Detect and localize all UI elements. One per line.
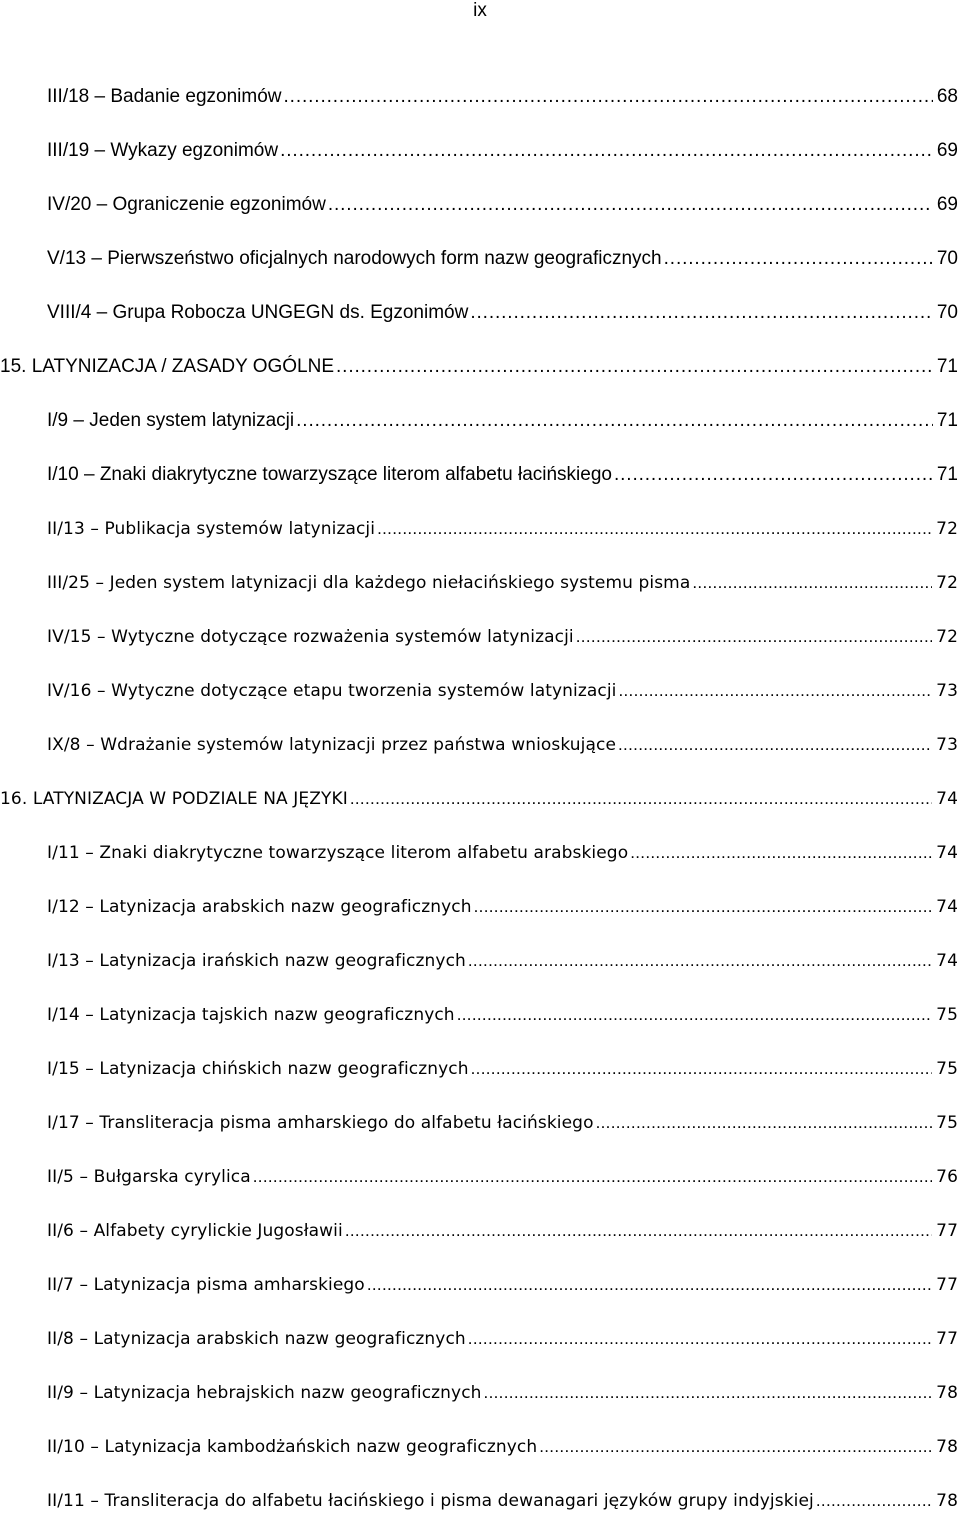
toc-dot-leader xyxy=(664,245,933,273)
toc-dot-leader xyxy=(468,1325,932,1353)
toc-entry-page-number: 71 xyxy=(936,356,958,377)
toc-entry-page-number: 73 xyxy=(936,681,958,701)
toc-dot-leader xyxy=(474,893,933,921)
toc-entry-title: I/9 – Jeden system latynizacji xyxy=(47,410,295,431)
table-of-contents xyxy=(0,70,960,1528)
toc-entry[interactable] xyxy=(0,1204,960,1258)
toc-entry-page-number: 74 xyxy=(936,897,958,917)
toc-entry[interactable] xyxy=(0,1312,960,1366)
toc-entry[interactable] xyxy=(0,718,960,772)
toc-entry-title: II/10 – Latynizacja kambodżańskich nazw geograficznych xyxy=(47,1437,538,1457)
toc-entry-title: I/13 – Latynizacja irańskich nazw geograficznych xyxy=(47,951,466,971)
toc-entry[interactable] xyxy=(0,988,960,1042)
toc-entry-page-number: 75 xyxy=(936,1005,958,1025)
toc-entry-page-number: 68 xyxy=(936,86,958,107)
toc-entry[interactable] xyxy=(0,448,960,502)
toc-dot-leader xyxy=(336,353,933,381)
toc-entry-title: VIII/4 – Grupa Robocza UNGEGN ds. Egzonimów xyxy=(47,302,469,323)
toc-entry-title: I/10 – Znaki diakrytyczne towarzyszące literom alfabetu łacińskiego xyxy=(47,464,612,485)
toc-entry-title: IV/16 – Wytyczne dotyczące etapu tworzenia systemów latynizacji xyxy=(47,681,617,701)
toc-dot-leader xyxy=(468,947,932,975)
toc-entry-page-number: 69 xyxy=(936,140,958,161)
toc-entry-page-number: 72 xyxy=(936,519,958,539)
toc-entry-title: 15. LATYNIZACJA / ZASADY OGÓLNE xyxy=(0,356,335,377)
toc-entry[interactable] xyxy=(0,394,960,448)
toc-dot-leader xyxy=(457,1001,932,1029)
toc-entry-title: IV/15 – Wytyczne dotyczące rozważenia systemów latynizacji xyxy=(47,627,574,647)
toc-entry-page-number: 75 xyxy=(936,1059,958,1079)
toc-entry-page-number: 69 xyxy=(936,194,958,215)
toc-entry-title: 16. LATYNIZACJA W PODZIALE NA JĘZYKI xyxy=(0,789,348,809)
toc-entry-title: I/11 – Znaki diakrytyczne towarzyszące literom alfabetu arabskiego xyxy=(47,843,629,863)
toc-entry[interactable] xyxy=(0,502,960,556)
toc-entry-page-number: 72 xyxy=(936,573,958,593)
toc-entry-page-number: 72 xyxy=(936,627,958,647)
toc-entry-page-number: 78 xyxy=(936,1383,958,1403)
toc-entry-page-number: 73 xyxy=(936,735,958,755)
toc-entry-title: V/13 – Pierwszeństwo oficjalnych narodowych form nazw geograficznych xyxy=(47,248,662,269)
toc-entry[interactable] xyxy=(0,826,960,880)
toc-entry[interactable] xyxy=(0,286,960,340)
toc-dot-leader xyxy=(253,1163,932,1191)
toc-entry[interactable] xyxy=(0,664,960,718)
toc-entry-page-number: 77 xyxy=(936,1221,958,1241)
toc-entry-title: I/14 – Latynizacja tajskich nazw geograficznych xyxy=(47,1005,455,1025)
toc-entry-page-number: 76 xyxy=(936,1167,958,1187)
toc-entry-title: II/11 – Transliteracja do alfabetu łacińskiego i pisma dewanagari języków grupy indyjskiej xyxy=(47,1491,814,1511)
toc-entry[interactable] xyxy=(0,1042,960,1096)
toc-dot-leader xyxy=(328,191,933,219)
toc-entry-page-number: 70 xyxy=(936,248,958,269)
toc-dot-leader xyxy=(614,461,933,489)
toc-dot-leader xyxy=(345,1217,932,1245)
toc-dot-leader xyxy=(539,1433,932,1461)
toc-entry-title: II/13 – Publikacja systemów latynizacji xyxy=(47,519,376,539)
toc-entry-title: III/18 – Badanie egzonimów xyxy=(47,86,282,107)
toc-entry-title: IX/8 – Wdrażanie systemów latynizacji przez państwa wnioskujące xyxy=(47,735,617,755)
toc-dot-leader xyxy=(576,623,932,651)
toc-entry-page-number: 74 xyxy=(936,789,958,809)
toc-entry[interactable] xyxy=(0,1420,960,1474)
toc-entry[interactable] xyxy=(0,1474,960,1528)
toc-entry[interactable] xyxy=(0,610,960,664)
toc-dot-leader xyxy=(596,1109,933,1137)
toc-dot-leader xyxy=(350,785,932,813)
toc-entry-title: I/17 – Transliteracja pisma amharskiego do alfabetu łacińskiego xyxy=(47,1113,594,1133)
toc-entry-title: II/8 – Latynizacja arabskich nazw geograficznych xyxy=(47,1329,466,1349)
toc-entry-title: II/6 – Alfabety cyrylickie Jugosławii xyxy=(47,1221,343,1241)
toc-entry-page-number: 77 xyxy=(936,1275,958,1295)
toc-entry[interactable] xyxy=(0,934,960,988)
toc-entry[interactable] xyxy=(0,1258,960,1312)
toc-dot-leader xyxy=(692,569,932,597)
toc-entry-title: I/15 – Latynizacja chińskich nazw geograficznych xyxy=(47,1059,469,1079)
toc-section-entry[interactable] xyxy=(0,772,960,826)
toc-entry-page-number: 78 xyxy=(936,1491,958,1511)
toc-entry[interactable] xyxy=(0,232,960,286)
toc-entry-page-number: 78 xyxy=(936,1437,958,1457)
toc-dot-leader xyxy=(284,83,933,111)
toc-entry-title: II/5 – Bułgarska cyrylica xyxy=(47,1167,251,1187)
toc-entry-page-number: 74 xyxy=(936,843,958,863)
toc-entry-title: III/25 – Jeden system latynizacji dla każdego niełacińskiego systemu pisma xyxy=(47,573,691,593)
toc-entry[interactable] xyxy=(0,1150,960,1204)
toc-entry[interactable] xyxy=(0,880,960,934)
toc-entry[interactable] xyxy=(0,178,960,232)
toc-entry[interactable] xyxy=(0,1096,960,1150)
toc-entry[interactable] xyxy=(0,1366,960,1420)
toc-entry-title: III/19 – Wykazy egzonimów xyxy=(47,140,279,161)
toc-dot-leader xyxy=(630,839,932,867)
toc-dot-leader xyxy=(280,137,933,165)
toc-entry-page-number: 71 xyxy=(936,410,958,431)
toc-dot-leader xyxy=(816,1487,932,1515)
toc-entry-page-number: 75 xyxy=(936,1113,958,1133)
toc-entry[interactable] xyxy=(0,556,960,610)
toc-entry-title: II/9 – Latynizacja hebrajskich nazw geograficznych xyxy=(47,1383,482,1403)
toc-section-entry[interactable] xyxy=(0,340,960,394)
toc-dot-leader xyxy=(618,731,932,759)
toc-entry[interactable] xyxy=(0,124,960,178)
toc-dot-leader xyxy=(367,1271,932,1299)
toc-dot-leader xyxy=(618,677,932,705)
toc-entry-page-number: 70 xyxy=(936,302,958,323)
toc-entry-page-number: 74 xyxy=(936,951,958,971)
toc-dot-leader xyxy=(470,299,933,327)
toc-entry-page-number: 77 xyxy=(936,1329,958,1349)
toc-dot-leader xyxy=(296,407,933,435)
toc-entry-title: II/7 – Latynizacja pisma amharskiego xyxy=(47,1275,365,1295)
page-number: ix xyxy=(473,0,487,21)
toc-dot-leader xyxy=(484,1379,933,1407)
toc-dot-leader xyxy=(377,515,932,543)
toc-entry-page-number: 71 xyxy=(936,464,958,485)
toc-entry-title: IV/20 – Ograniczenie egzonimów xyxy=(47,194,326,215)
toc-entry-title: I/12 – Latynizacja arabskich nazw geograficznych xyxy=(47,897,472,917)
toc-entry[interactable] xyxy=(0,70,960,124)
toc-dot-leader xyxy=(471,1055,933,1083)
